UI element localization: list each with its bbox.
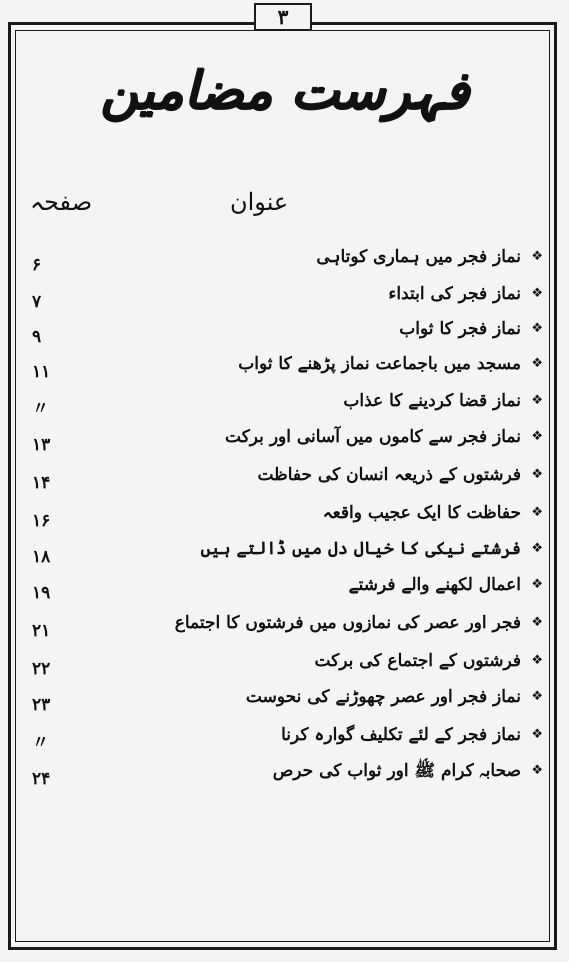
topic-header: عنوان <box>230 188 289 216</box>
bullet-icon: ❖ <box>531 393 543 408</box>
toc-row <box>0 422 569 455</box>
toc-entry-page: ۱۳ <box>32 435 51 455</box>
toc-entry-title: نماز فجر کے لئے تکلیف گوارہ کرنا <box>281 725 521 745</box>
bullet-icon: ❖ <box>531 467 543 482</box>
bullet-icon: ❖ <box>531 763 543 778</box>
bullet-icon: ❖ <box>531 689 543 704</box>
toc-entry-title: نماز فجر کا ثواب <box>399 319 521 339</box>
bullet-icon: ❖ <box>531 727 543 742</box>
toc-entry-title: نماز قضا کردینے کا عذاب <box>343 391 521 411</box>
toc-entry-page: 〃 <box>32 399 49 419</box>
toc-row <box>0 720 569 753</box>
toc-entry-page: ۱۹ <box>32 583 51 603</box>
toc-row <box>0 608 569 641</box>
page-number: ۳ <box>254 3 312 31</box>
toc-row <box>0 460 569 493</box>
toc-row <box>0 498 569 531</box>
toc-entry-title: صحابہ کرام ﷺ اور ثواب کی حرص <box>272 761 521 781</box>
toc-entry-title: نماز فجر کی ابتداء <box>388 284 521 304</box>
toc-row <box>0 386 569 419</box>
bullet-icon: ❖ <box>531 356 543 371</box>
toc-row <box>0 570 569 603</box>
toc-entry-page: ۱۸ <box>32 547 51 567</box>
toc-entry-page: ۲۴ <box>32 769 51 789</box>
bullet-icon: ❖ <box>531 429 543 444</box>
toc-entry-title: نماز فجر اور عصر چھوڑنے کی نحوست <box>245 687 521 707</box>
toc-row <box>0 349 569 382</box>
toc-entry-page: ۲۲ <box>32 659 51 679</box>
toc-entry-page: ۱۱ <box>32 362 51 382</box>
bullet-icon: ❖ <box>531 653 543 668</box>
toc-entry-page: ۹ <box>32 327 42 347</box>
bullet-icon: ❖ <box>531 321 543 336</box>
bullet-icon: ❖ <box>531 286 543 301</box>
toc-entry-title: نماز فجر میں ہماری کوتاہی <box>316 247 521 267</box>
page-title: فہرست مضامین <box>100 60 469 121</box>
toc-entry-page: 〃 <box>32 733 49 753</box>
toc-entry-title: فجر اور عصر کی نمازوں میں فرشتوں کا اجتماع <box>174 613 521 633</box>
toc-entry-title: فرشتوں کے اجتماع کی برکت <box>314 651 521 671</box>
toc-entry-page: ۱۴ <box>32 473 51 493</box>
toc-row <box>0 242 569 275</box>
toc-entry-title: حفاظت کا ایک عجیب واقعہ <box>322 503 521 523</box>
toc-entry-title: فرشتوں کے ذریعہ انسان کی حفاظت <box>257 465 521 485</box>
toc-entry-page: ۶ <box>32 255 42 275</box>
bullet-icon: ❖ <box>531 505 543 520</box>
toc-entry-title: نماز فجر سے کاموں میں آسانی اور برکت <box>225 427 521 447</box>
toc-row <box>0 682 569 715</box>
toc-row <box>0 314 569 347</box>
bullet-icon: ❖ <box>531 541 543 556</box>
toc-row <box>0 756 569 789</box>
bullet-icon: ❖ <box>531 577 543 592</box>
toc-row <box>0 279 569 312</box>
toc-entry-page: ۷ <box>32 292 42 312</box>
toc-entry-title: اعمال لکھنے والے فرشتے <box>348 575 521 595</box>
toc-entry-page: ۲۱ <box>32 621 51 641</box>
toc-row <box>0 646 569 679</box>
toc-entry-title: فرشتے نیکی کا خیال دل میں ڈالتے ہیں <box>200 539 521 559</box>
toc-entry-page: ۱۶ <box>32 511 51 531</box>
page-header: صفحہ <box>30 188 93 216</box>
toc-entry-page: ۲۳ <box>32 695 51 715</box>
toc-row <box>0 534 569 567</box>
toc-entry-title: مسجد میں باجماعت نماز پڑھنے کا ثواب <box>238 354 521 374</box>
bullet-icon: ❖ <box>531 615 543 630</box>
bullet-icon: ❖ <box>531 249 543 264</box>
